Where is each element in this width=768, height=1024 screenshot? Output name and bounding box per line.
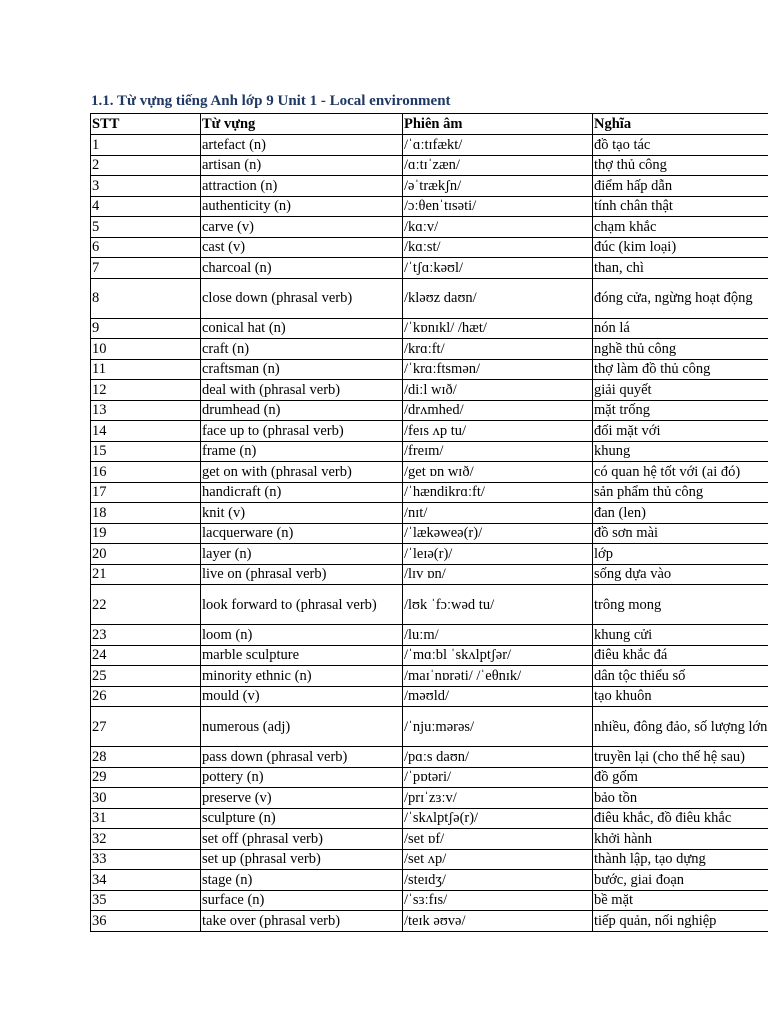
cell-word: face up to (phrasal verb) [201, 421, 403, 442]
cell-stt: 16 [91, 462, 201, 483]
table-row [91, 625, 768, 646]
cell-word: attraction (n) [201, 176, 403, 197]
cell-ipa: /ˈnjuːmərəs/ [403, 707, 593, 747]
document-title: 1.1. Từ vựng tiếng Anh lớp 9 Unit 1 - Local environment [91, 93, 451, 109]
cell-word: charcoal (n) [201, 258, 403, 279]
cell-meaning: điểm hấp dẫn [593, 176, 768, 197]
cell-meaning: đóng cửa, ngừng hoạt động [593, 278, 768, 318]
cell-meaning: sống dựa vào [593, 564, 768, 585]
cell-stt: 30 [91, 788, 201, 809]
cell-word: craftsman (n) [201, 359, 403, 380]
cell-word: set up (phrasal verb) [201, 849, 403, 870]
cell-word: look forward to (phrasal verb) [201, 585, 403, 625]
table-row [91, 380, 768, 401]
cell-ipa: /ˈkɒnɪkl/ /hæt/ [403, 318, 593, 339]
table-row [91, 686, 768, 707]
cell-word: conical hat (n) [201, 318, 403, 339]
cell-stt: 12 [91, 380, 201, 401]
vocabulary-table [90, 113, 768, 932]
cell-meaning: giải quyết [593, 380, 768, 401]
cell-word: authenticity (n) [201, 196, 403, 217]
cell-stt: 26 [91, 686, 201, 707]
cell-stt: 4 [91, 196, 201, 217]
cell-stt: 3 [91, 176, 201, 197]
cell-stt: 1 [91, 135, 201, 156]
cell-ipa: /steɪdʒ/ [403, 870, 593, 891]
cell-stt: 2 [91, 155, 201, 176]
cell-ipa: /drʌmhed/ [403, 400, 593, 421]
cell-word: close down (phrasal verb) [201, 278, 403, 318]
cell-stt: 32 [91, 829, 201, 850]
cell-word: take over (phrasal verb) [201, 911, 403, 932]
cell-meaning: nhiều, đông đảo, số lượng lớn [593, 707, 768, 747]
cell-stt: 34 [91, 870, 201, 891]
table-row [91, 258, 768, 279]
cell-meaning: khung [593, 441, 768, 462]
table-row [91, 849, 768, 870]
table-row [91, 482, 768, 503]
cell-word: knit (v) [201, 503, 403, 524]
cell-ipa: /pɑːs daʊn/ [403, 747, 593, 768]
cell-ipa: /set ʌp/ [403, 849, 593, 870]
cell-stt: 5 [91, 217, 201, 238]
cell-ipa: /ˈlækəweə(r)/ [403, 523, 593, 544]
table-row [91, 870, 768, 891]
cell-meaning: thợ làm đồ thủ công [593, 359, 768, 380]
cell-meaning: than, chì [593, 258, 768, 279]
cell-meaning: đan (len) [593, 503, 768, 524]
cell-word: stage (n) [201, 870, 403, 891]
table-row [91, 666, 768, 687]
cell-word: pottery (n) [201, 767, 403, 788]
cell-word: live on (phrasal verb) [201, 564, 403, 585]
header-meaning: Nghĩa [593, 114, 768, 135]
table-row [91, 421, 768, 442]
table-row [91, 808, 768, 829]
cell-word: pass down (phrasal verb) [201, 747, 403, 768]
cell-ipa: /nɪt/ [403, 503, 593, 524]
cell-word: frame (n) [201, 441, 403, 462]
cell-meaning: đối mặt với [593, 421, 768, 442]
cell-meaning: có quan hệ tốt với (ai đó) [593, 462, 768, 483]
cell-word: drumhead (n) [201, 400, 403, 421]
cell-ipa: /kɑːv/ [403, 217, 593, 238]
cell-meaning: đồ tạo tác [593, 135, 768, 156]
cell-ipa: /məʊld/ [403, 686, 593, 707]
cell-stt: 14 [91, 421, 201, 442]
cell-stt: 24 [91, 645, 201, 666]
cell-meaning: tiếp quản, nối nghiệp [593, 911, 768, 932]
cell-word: handicraft (n) [201, 482, 403, 503]
table-row [91, 318, 768, 339]
cell-word: set off (phrasal verb) [201, 829, 403, 850]
cell-stt: 6 [91, 237, 201, 258]
cell-word: preserve (v) [201, 788, 403, 809]
header-word: Từ vựng [201, 114, 403, 135]
cell-word: craft (n) [201, 339, 403, 360]
cell-stt: 17 [91, 482, 201, 503]
cell-meaning: trông mong [593, 585, 768, 625]
table-row [91, 767, 768, 788]
cell-ipa: /ˈleɪə(r)/ [403, 544, 593, 565]
table-row [91, 196, 768, 217]
cell-ipa: /əˈtrækʃn/ [403, 176, 593, 197]
table-row [91, 462, 768, 483]
table-row [91, 645, 768, 666]
cell-word: artefact (n) [201, 135, 403, 156]
cell-meaning: điêu khắc đá [593, 645, 768, 666]
cell-stt: 31 [91, 808, 201, 829]
cell-ipa: /krɑːft/ [403, 339, 593, 360]
cell-meaning: bề mặt [593, 890, 768, 911]
cell-stt: 8 [91, 278, 201, 318]
header-ipa: Phiên âm [403, 114, 593, 135]
cell-ipa: /ɑːtɪˈzæn/ [403, 155, 593, 176]
cell-ipa: /teɪk əʊvə/ [403, 911, 593, 932]
cell-meaning: bảo tồn [593, 788, 768, 809]
cell-ipa: /ˈɑːtɪfækt/ [403, 135, 593, 156]
cell-meaning: chạm khắc [593, 217, 768, 238]
cell-word: mould (v) [201, 686, 403, 707]
table-row [91, 155, 768, 176]
cell-stt: 21 [91, 564, 201, 585]
cell-ipa: /kləʊz daʊn/ [403, 278, 593, 318]
table-row [91, 788, 768, 809]
cell-stt: 28 [91, 747, 201, 768]
cell-meaning: nón lá [593, 318, 768, 339]
table-row [91, 707, 768, 747]
cell-stt: 20 [91, 544, 201, 565]
table-row [91, 503, 768, 524]
cell-stt: 10 [91, 339, 201, 360]
cell-stt: 11 [91, 359, 201, 380]
table-row [91, 400, 768, 421]
cell-word: get on with (phrasal verb) [201, 462, 403, 483]
table-row [91, 237, 768, 258]
cell-meaning: truyền lại (cho thế hệ sau) [593, 747, 768, 768]
cell-ipa: /set ɒf/ [403, 829, 593, 850]
header-stt: STT [91, 114, 201, 135]
cell-ipa: /ˈtʃɑːkəʊl/ [403, 258, 593, 279]
cell-ipa: /ˈhændikrɑːft/ [403, 482, 593, 503]
cell-stt: 19 [91, 523, 201, 544]
cell-meaning: đồ gốm [593, 767, 768, 788]
cell-stt: 9 [91, 318, 201, 339]
cell-ipa: /diːl wɪð/ [403, 380, 593, 401]
cell-ipa: /kɑːst/ [403, 237, 593, 258]
cell-word: layer (n) [201, 544, 403, 565]
cell-ipa: /lʊk ˈfɔːwəd tu/ [403, 585, 593, 625]
cell-meaning: nghề thủ công [593, 339, 768, 360]
cell-ipa: /ˈskʌlptʃə(r)/ [403, 808, 593, 829]
cell-ipa: /get ɒn wɪð/ [403, 462, 593, 483]
cell-ipa: /lɪv ɒn/ [403, 564, 593, 585]
cell-ipa: /ˈsɜːfɪs/ [403, 890, 593, 911]
cell-meaning: lớp [593, 544, 768, 565]
cell-meaning: tính chân thật [593, 196, 768, 217]
cell-word: cast (v) [201, 237, 403, 258]
cell-stt: 22 [91, 585, 201, 625]
cell-word: loom (n) [201, 625, 403, 646]
table-row [91, 564, 768, 585]
cell-word: carve (v) [201, 217, 403, 238]
cell-word: surface (n) [201, 890, 403, 911]
table-row [91, 890, 768, 911]
cell-meaning: thợ thủ công [593, 155, 768, 176]
cell-ipa: /luːm/ [403, 625, 593, 646]
cell-word: artisan (n) [201, 155, 403, 176]
table-row [91, 217, 768, 238]
cell-ipa: /maɪˈnɒrəti/ /ˈeθnɪk/ [403, 666, 593, 687]
table-row [91, 359, 768, 380]
cell-meaning: tạo khuôn [593, 686, 768, 707]
cell-stt: 23 [91, 625, 201, 646]
table-row [91, 829, 768, 850]
cell-meaning: thành lập, tạo dựng [593, 849, 768, 870]
table-row [91, 176, 768, 197]
cell-stt: 29 [91, 767, 201, 788]
table-row [91, 585, 768, 625]
cell-ipa: /ˈpɒtəri/ [403, 767, 593, 788]
cell-meaning: đồ sơn mài [593, 523, 768, 544]
cell-stt: 33 [91, 849, 201, 870]
cell-word: sculpture (n) [201, 808, 403, 829]
cell-word: minority ethnic (n) [201, 666, 403, 687]
cell-meaning: mặt trống [593, 400, 768, 421]
table-row [91, 135, 768, 156]
cell-stt: 7 [91, 258, 201, 279]
cell-word: lacquerware (n) [201, 523, 403, 544]
cell-meaning: sản phẩm thủ công [593, 482, 768, 503]
cell-meaning: khởi hành [593, 829, 768, 850]
cell-word: marble sculpture [201, 645, 403, 666]
cell-ipa: /prɪˈzɜːv/ [403, 788, 593, 809]
table-row [91, 747, 768, 768]
cell-stt: 18 [91, 503, 201, 524]
table-row [91, 441, 768, 462]
cell-meaning: khung cửi [593, 625, 768, 646]
cell-ipa: /ɔːθenˈtɪsəti/ [403, 196, 593, 217]
cell-ipa: /ˈkrɑːftsmən/ [403, 359, 593, 380]
table-header-row [91, 114, 768, 135]
cell-ipa: /ˈmɑːbl ˈskʌlptʃər/ [403, 645, 593, 666]
cell-meaning: đúc (kim loại) [593, 237, 768, 258]
cell-ipa: /feɪs ʌp tu/ [403, 421, 593, 442]
cell-meaning: điêu khắc, đồ điêu khắc [593, 808, 768, 829]
cell-stt: 35 [91, 890, 201, 911]
cell-stt: 25 [91, 666, 201, 687]
table-row [91, 278, 768, 318]
table-body [91, 135, 768, 932]
cell-meaning: bước, giai đoạn [593, 870, 768, 891]
table-row [91, 911, 768, 932]
cell-word: numerous (adj) [201, 707, 403, 747]
cell-ipa: /freɪm/ [403, 441, 593, 462]
cell-stt: 13 [91, 400, 201, 421]
cell-stt: 36 [91, 911, 201, 932]
cell-meaning: dân tộc thiểu số [593, 666, 768, 687]
table-row [91, 523, 768, 544]
cell-stt: 15 [91, 441, 201, 462]
table-row [91, 544, 768, 565]
cell-stt: 27 [91, 707, 201, 747]
table-row [91, 339, 768, 360]
cell-word: deal with (phrasal verb) [201, 380, 403, 401]
